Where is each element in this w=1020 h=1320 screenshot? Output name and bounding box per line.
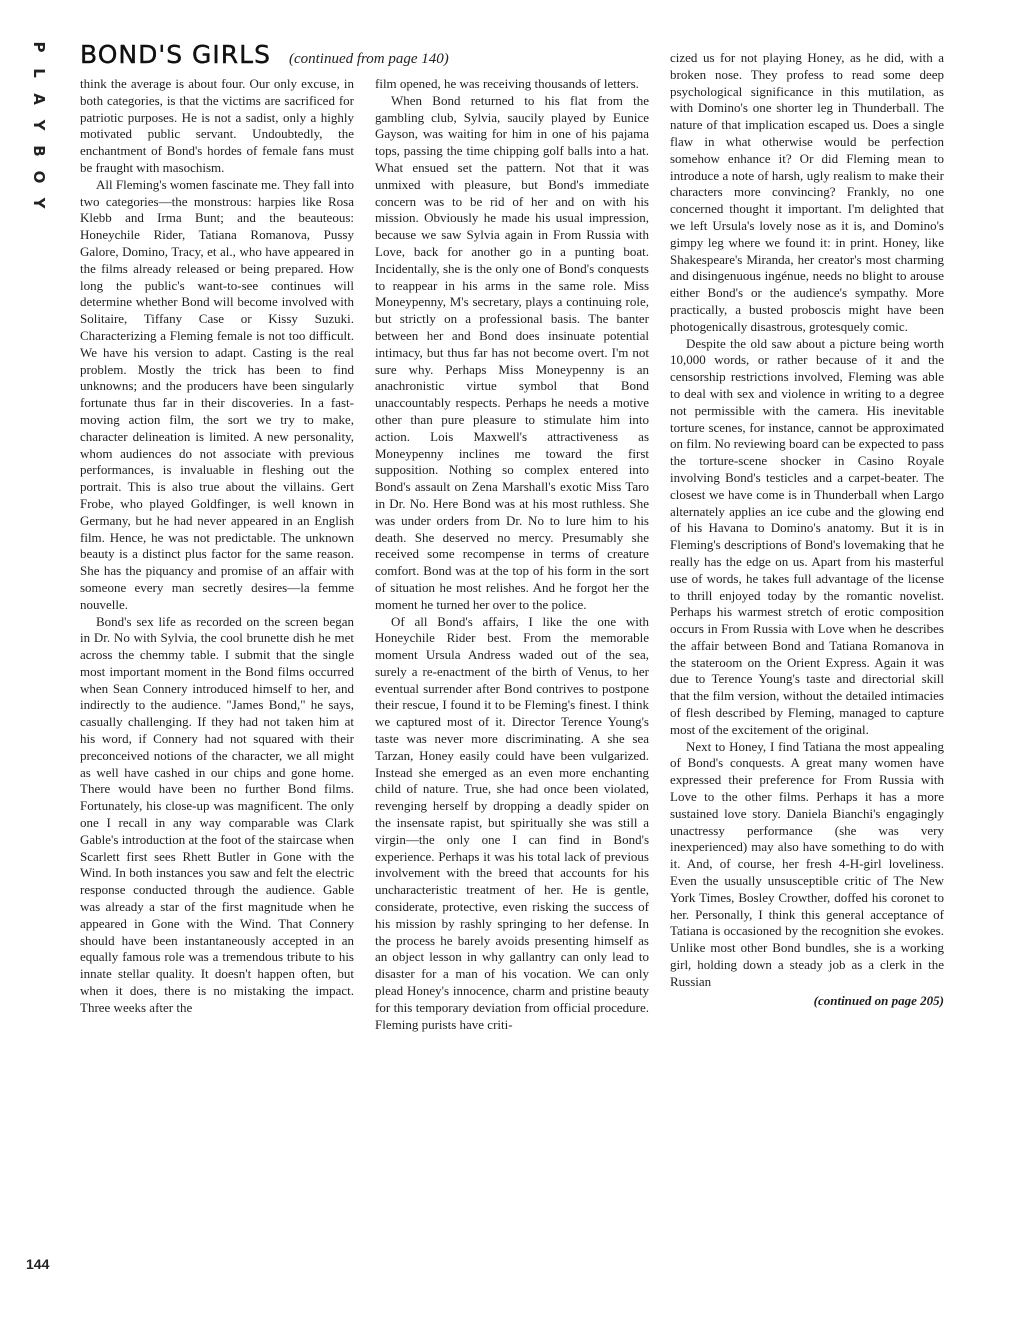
masthead-letter: A [30, 93, 48, 105]
masthead-letter: O [30, 170, 48, 184]
continued-to-note: (continued on page 205) [813, 992, 944, 1008]
text-column-1 [80, 76, 354, 1017]
paragraph: cized us for not playing Honey, as he did, with a broken nose. They profess to read some deep psychological significance in this mutilation, as with Domino's one shorter leg in Thunderball. The nature of that implication escaped us. Does a single flaw in what otherwise would be perfection somehow enhance it? Or did Fleming mean to introduce a note of harsh, ugly realism to make their characters more convincing? Frankly, no one concerned thought it important. I'm delighted that we left Ursula's lovely nose as it is, and Domino's gimpy leg where we found it: in print. Honey, like Shakespeare's Miranda, her creator's most charming and disingenuous ingénue, needs no blight to arouse either Bond's or the audience's sympathy. More practically, a busted proboscis might have been photogenically disastrous, grotesquely comic. [670, 50, 944, 334]
text-column-3 [670, 50, 944, 1009]
page-number: 144 [26, 1256, 50, 1272]
paragraph: Despite the old saw about a picture being worth 10,000 words, or rather because of it and the censorship restrictions involved, Fleming was able to deal with sex and violence in writing to a degree not permissible with the camera. His inevitable torture scenes, for instance, cannot be approximated on film. No reviewing board can be expected to pass the torture-scene shocker in Casino Royale involving Bond's testicles and a carpet-beater. The closest we have come is in Thunderball when Largo alternately applies an ice cube and the glowing end of his Havana to Domino's anatomy. But it is in Fleming's descriptions of Bond's lovemaking that he really has the edge on us. Apart from his masterful use of words, he takes full advantage of the license to thrill enjoyed today by the romantic novelist. Perhaps his warmest stretch of erotic composition occurs in From Russia with Love when he describes the affair between Bond and Tatiana Romanova in the stateroom on the Orient Express. Again it was due to Terence Young's taste and directorial skill that the film version, without the detailed intimacies of flesh described by Fleming, managed to capture most of the excitement of the original. [670, 335, 944, 737]
paragraph: All Fleming's women fascinate me. They fall into two categories—the monstrous: harpies like Rosa Klebb and Irma Bunt; and the beauteous: Honeychile Rider, Tatiana Romanova, Pussy Galore, Domino, Tracy, et al., who have appeared in the films already released or being prepared. How long the public's want-to-see continues will determine whether Bond will become involved with Solitaire, Tiffany Case or Kissy Suzuki. Characterizing a Fleming female is not too difficult. We have his version to adapt. Casting is the real problem. Mostly the trick has been to find unknowns; and the producers have been singularly fortunate thus far in their discoveries. In a fast-moving action film, the sort we try to make, character delineation is limited. A new personality, whom audiences do not associate with previous performances, is invaluable in fleshing out the portrait. This is also true about the villains. Gert Frobe, who played Goldfinger, is well known in Germany, but he had never appeared in an English film. Hence, he was not predictable. The unknown beauty is a distinct plus factor for the same reason. She has the piquancy and promise of an affair with someone every man secretly desires—la femme nouvelle. [80, 176, 354, 612]
continued-from-note: (continued from page 140) [288, 51, 449, 67]
paragraph: Next to Honey, I find Tatiana the most appealing of Bond's conquests. A great many women have expressed their preference for From Russia with Love to the other films. Perhaps it has a more sustained love story. Daniela Bianchi's engagingly unactressy performance (she was very inexperienced) may also have something to do with it. And, of course, her fresh 4-H-girl loveliness. Even the usually unsusceptible critic of The New York Times, Bosley Crowther, doffed his coronet to her. Personally, I think this general acceptance of Tatiana is occasioned by the recognition she evokes. Unlike most other Bond bundles, she is a working girl, holding down a steady job as a clerk in the Russian [670, 738, 944, 989]
masthead-letter: Y [30, 119, 48, 131]
masthead-letter: P [30, 41, 48, 53]
masthead-letter: B [30, 145, 48, 157]
paragraph: Bond's sex life as recorded on the screen began in Dr. No with Sylvia, the cool brunette dish he met across the chemmy table. I submit that the single most important moment in the Bond films occurred when Sean Connery introduced himself to her, and indirectly to the audience. "James Bond," he says, casually challenging. If they had not taken him at his word, if Connery had not squared with their preconceived notions of the character, we all might as well have cashed in our chips and gone home. There would have been no further Bond films. Fortunately, his close-up was magnificent. The only one I recall in any way comparable was Clark Gable's introduction at the foot of the staircase when Scarlett first sees Rhett Butler in Gone with the Wind. In both instances you saw and felt the electric response conducted through the audience. Gable was already a star of the first magnitude when he appeared in Gone with the Wind. That Connery should have been instantaneously accepted in an equally famous role was a tremendous tribute to his innate stellar quality. It doesn't happen often, but when it does, there is no mistaking the impact. Three weeks after the [80, 613, 354, 1015]
masthead-vertical [26, 34, 52, 216]
masthead-letter: Y [30, 197, 48, 209]
paragraph: Of all Bond's affairs, I like the one with Honeychile Rider best. From the memorable moment Ursula Andress waded out of the sea, surely a re-enactment of the birth of Venus, to her eventual surrender after Bond contrives to postpone their rescue, I found it to be Fleming's finest. I think we captured most of it. Director Terence Young's taste was never more discriminating. A she sea Tarzan, Honey easily could have been vulgarized. Instead she emerged as an even more enchanting child of nature. True, she had once been violated, revenging herself by dropping a deadly spider on the insensate rapist, but spiritually she was still a virgin—the only one I can find in Bond's experience. Perhaps it was his total lack of previous involvement with the breed that accounts for his uncharacteristic treatment of her. He is gentle, considerate, protective, even risking the success of his mission by rashly springing to her defense. In the process he barely avoids presenting himself as an object lesson in why gallantry can only lead to disaster for a man of his vocation. We can only plead Honey's innocence, charm and pristine beauty for this temporary deviation from official procedure. Fleming purists have criti- [375, 613, 649, 1032]
masthead-letter: L [30, 68, 48, 78]
paragraph: think the average is about four. Our only excuse, in both categories, is that the victims are sacrificed for patriotic purposes. He is not a sadist, only a highly motivated public servant. Undoubtedly, the enchantment of Bond's hordes of female fans must be fraught with masochism. [80, 76, 354, 175]
text-column-2 [375, 76, 649, 1033]
paragraph: When Bond returned to his flat from the gambling club, Sylvia, saucily played by Eunice Gayson, was waiting for him in one of his pajama tops, passing the time chipping golf balls into a hat. What ensued set the pattern. Not that it was unmixed with pleasure, but Bond's immediate concern was to be rid of her and on with his mission. Obviously he made his usual impression, because we saw Sylvia again in From Russia with Love, back for another go in a punting boat. Incidentally, she is the only one of Bond's conquests to reappear in his arms in the same role. Miss Moneypenny, M's secretary, plays a continuing role, but strictly on a professional basis. The banter between her and Bond does insinuate potential intimacy, but thus far has not become overt. I'm not sure why. Perhaps Miss Moneypenny is an anachronistic virtue symbol that Bond unaccountably respects. Perhaps he needs a motive other than pure pleasure to stimulate him into action. Lois Maxwell's attractiveness as Moneypenny inclines me toward the first supposition. Nothing so complex entered into Bond's assault on Zena Marshall's exotic Miss Taro in Dr. No. Here Bond was at his most ruthless. She was under orders from Dr. No to lure him to his death. She deserved no mercy. Presumably she received some recompense in terms of creature comfort. Bond was at the top of his form in the sort of situation he most relishes. And he forgot her the moment he turned her over to the police. [375, 92, 649, 612]
article-header [80, 40, 449, 70]
article-title: BOND'S GIRLS [80, 40, 271, 69]
paragraph: film opened, he was receiving thousands of letters. [375, 76, 639, 91]
